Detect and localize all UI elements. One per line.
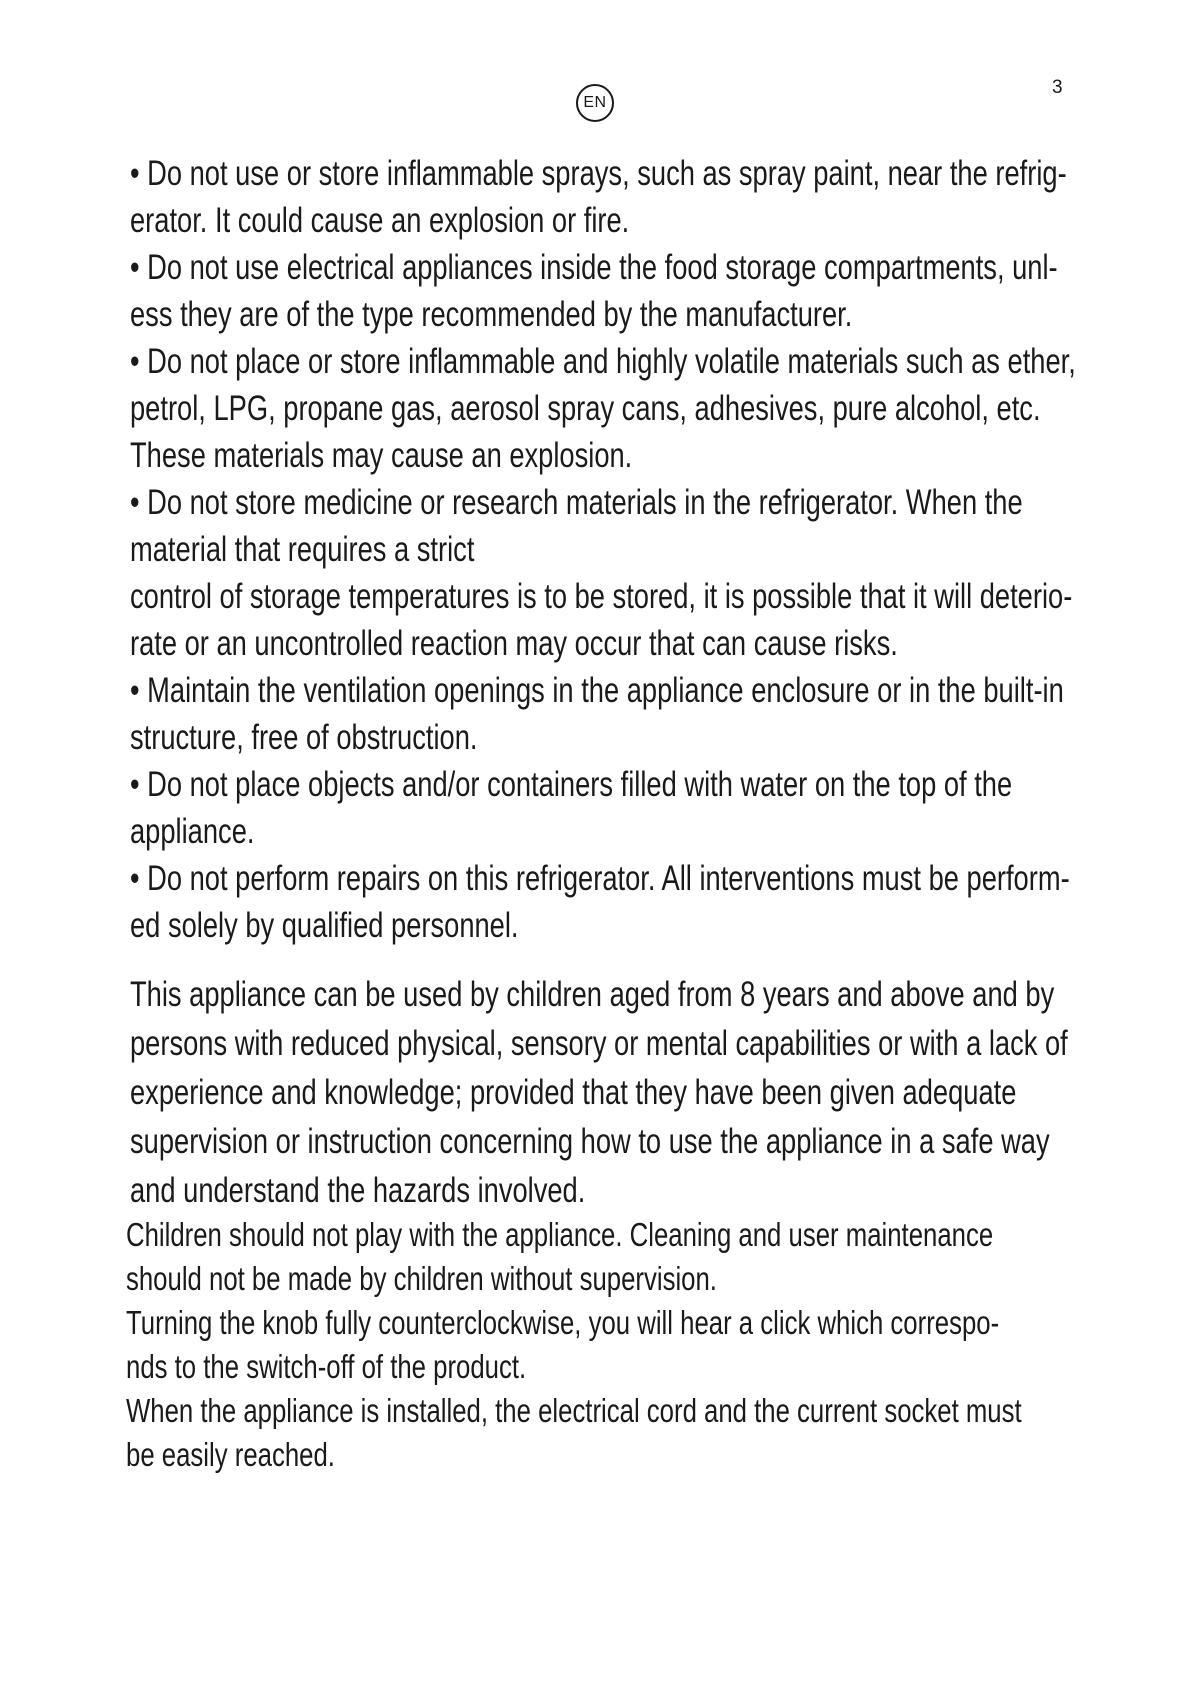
bullet-item (130, 244, 1060, 338)
text-line: • Do not perform repairs on this refrigerator. All interventions must be perform- (130, 859, 1070, 898)
children-paragraph (130, 970, 1190, 1215)
text-line: • Do not store medicine or research materials in the refrigerator. When the (130, 483, 1023, 522)
text-line: and understand the hazards involved. (130, 1171, 586, 1210)
text-line: When the appliance is installed, the electrical cord and the current socket must (126, 1392, 1022, 1429)
text-line: experience and knowledge; provided that they have been given adequate (130, 1073, 1017, 1112)
text-line: • Do not place or store inflammable and highly volatile materials such as ether, (130, 342, 1076, 381)
bullet-item (130, 479, 1073, 667)
text-line: material that requires a strict (130, 530, 475, 569)
text-line: • Maintain the ventilation openings in the appliance enclosure or in the built-in (130, 671, 1064, 710)
text-line: This appliance can be used by children aged from 8 years and above and by (130, 975, 1055, 1014)
text-line: • Do not use or store inflammable sprays, such as spray paint, near the refrig- (130, 154, 1067, 193)
text-line: ess they are of the type recommended by the manufacturer. (130, 295, 853, 334)
text-line: supervision or instruction concerning how to use the appliance in a safe way (130, 1122, 1050, 1161)
additional-notes (126, 1213, 1190, 1477)
page-number: 3 (1052, 77, 1063, 98)
text-line: nds to the switch-off of the product. (126, 1348, 527, 1385)
bullet-item (130, 338, 1076, 479)
bullet-item (130, 150, 1067, 244)
text-line: be easily reached. (126, 1436, 335, 1473)
text-line: petrol, LPG, propane gas, aerosol spray cans, adhesives, pure alcohol, etc. (130, 389, 1041, 428)
text-line: • Do not place objects and/or containers filled with water on the top of the (130, 765, 1013, 804)
text-line: Turning the knob fully counterclockwise, you will hear a click which correspo- (126, 1304, 1000, 1341)
text-line: ed solely by qualified personnel. (130, 906, 519, 945)
safety-bullet-list (130, 150, 1076, 949)
text-line: erator. It could cause an explosion or fire. (130, 201, 630, 240)
bullet-item (130, 761, 1060, 855)
text-line: • Do not use electrical appliances inside the food storage compartments, unl- (130, 248, 1058, 287)
text-line: appliance. (130, 812, 255, 851)
text-line: should not be made by children without supervision. (126, 1260, 717, 1297)
text-line: control of storage temperatures is to be stored, it is possible that it will deterio- (130, 577, 1073, 616)
text-line: persons with reduced physical, sensory or mental capabilities or with a lack of (130, 1024, 1068, 1063)
text-line: rate or an uncontrolled reaction may occur that can cause risks. (130, 624, 898, 663)
text-line: These materials may cause an explosion. (130, 436, 633, 475)
language-badge: EN (576, 84, 614, 122)
bullet-item (130, 855, 1070, 949)
bullet-item (130, 667, 1064, 761)
text-line: structure, free of obstruction. (130, 718, 478, 757)
text-line: Children should not play with the appliance. Cleaning and user maintenance (126, 1216, 994, 1253)
